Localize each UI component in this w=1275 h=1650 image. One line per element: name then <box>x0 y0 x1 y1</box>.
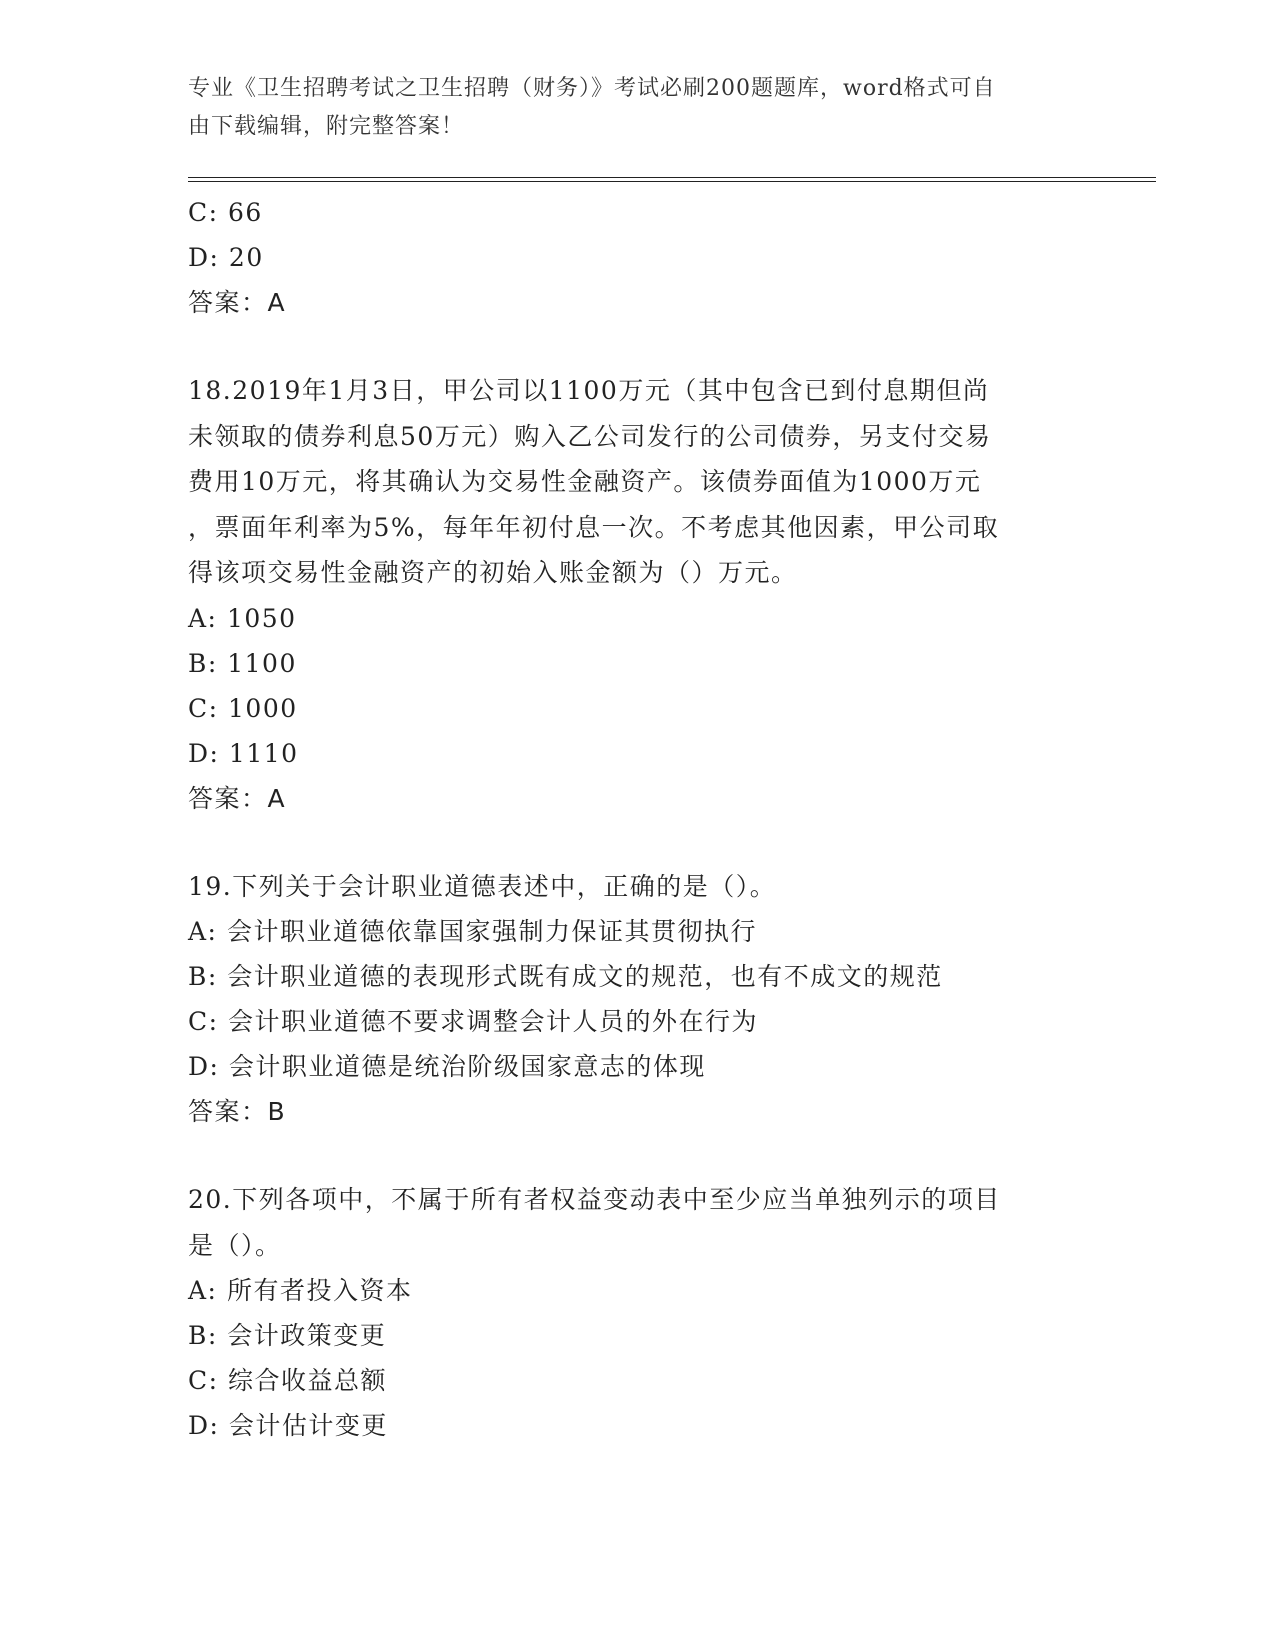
question-18 <box>188 368 1088 821</box>
prev-question-tail <box>188 190 1088 325</box>
question-stem-line: 得该项交易性金融资产的初始入账金额为（）万元。 <box>188 558 798 587</box>
question-stem-line: 未领取的债券利息50万元）购入乙公司发行的公司债券，另支付交易 <box>188 421 992 451</box>
question-stem-line: 18.2019年1月3日，甲公司以1100万元（其中包含已到付息期但尚 <box>188 376 990 405</box>
option-d: D: 会计估计变更 <box>188 1411 388 1440</box>
option-b: B: 1100 <box>188 648 297 678</box>
answer-line: 答案：B <box>188 1097 287 1126</box>
option-d: D: 会计职业道德是统治阶级国家意志的体现 <box>188 1052 706 1081</box>
document-body <box>188 190 1088 1448</box>
option-b: B: 会计职业道德的表现形式既有成文的规范，也有不成文的规范 <box>188 962 943 991</box>
option-a: A: 会计职业道德依靠国家强制力保证其贯彻执行 <box>188 917 757 946</box>
question-20 <box>188 1177 1088 1448</box>
option-c: C: 综合收益总额 <box>188 1366 388 1395</box>
option-c: C: 会计职业道德不要求调整会计人员的外在行为 <box>188 1007 759 1036</box>
header-line-2: 由下载编辑，附完整答案！ <box>188 114 465 139</box>
question-stem-line: 费用10万元，将其确认为交易性金融资产。该债券面值为1000万元 <box>188 467 982 496</box>
option-a: A: 1050 <box>188 603 297 633</box>
header-line-1: 专业《卫生招聘考试之卫生招聘（财务）》考试必刷200题题库，word格式可自 <box>188 76 996 101</box>
option-d: D: 1110 <box>188 738 299 768</box>
option-a: A: 所有者投入资本 <box>188 1276 413 1305</box>
question-19 <box>188 864 1088 1135</box>
option-d: D: 20 <box>188 243 264 272</box>
option-c: C: 66 <box>188 198 263 227</box>
option-c: C: 1000 <box>188 693 298 723</box>
answer-line: 答案：A <box>188 288 287 317</box>
document-header <box>188 70 1068 146</box>
answer-line: 答案：A <box>188 783 287 813</box>
header-divider <box>188 177 1156 182</box>
question-stem-line: 是（）。 <box>188 1230 282 1260</box>
question-stem-line: 19.下列关于会计职业道德表述中，正确的是（）。 <box>188 871 777 901</box>
question-stem-line: 20.下列各项中，不属于所有者权益变动表中至少应当单独列示的项目 <box>188 1185 1001 1214</box>
question-stem-line: ，票面年利率为5%，每年年初付息一次。不考虑其他因素，甲公司取 <box>188 512 1000 542</box>
option-b: B: 会计政策变更 <box>188 1321 387 1350</box>
